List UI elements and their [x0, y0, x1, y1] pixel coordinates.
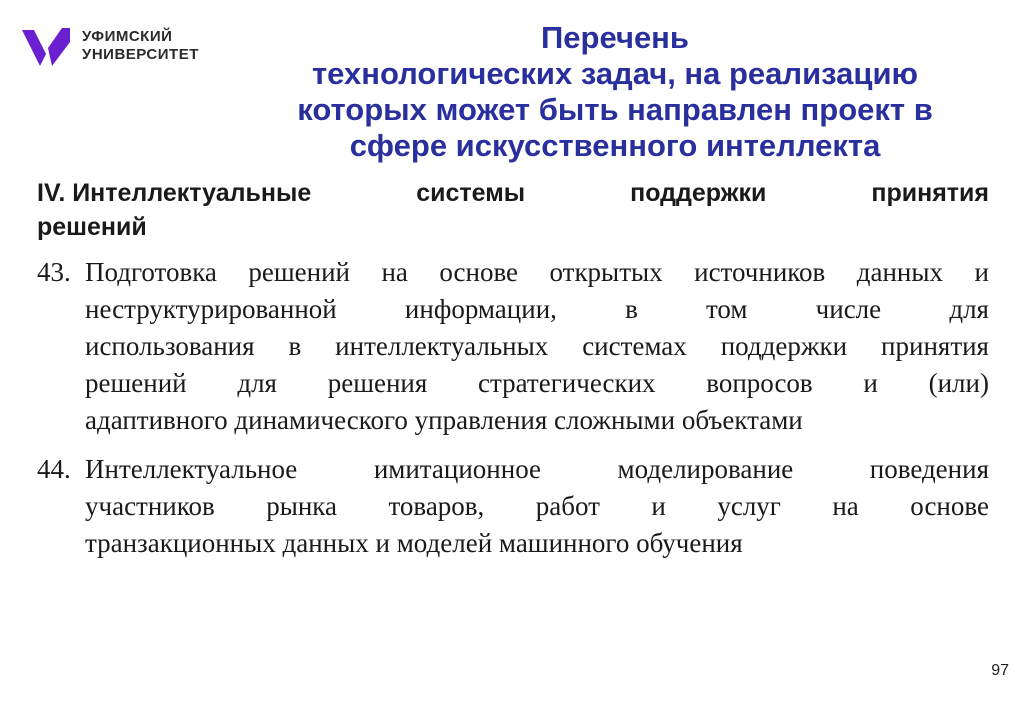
item-word: стратегических: [478, 368, 656, 398]
section-word: системы: [416, 179, 526, 207]
item-line: [85, 328, 989, 365]
item-word: том: [705, 294, 748, 324]
item-word: моделирование: [617, 454, 794, 484]
item-word: работ: [535, 491, 600, 521]
section-word: принятия: [871, 179, 989, 207]
item-list: [37, 254, 989, 562]
logo-line-1: УФИМСКИЙ: [82, 28, 173, 45]
item-word: основе: [910, 491, 989, 521]
item-word: товаров,: [388, 491, 485, 521]
item-word: вопросов: [706, 368, 813, 398]
item-line: [85, 488, 989, 525]
logo-text: [82, 28, 199, 64]
title-line-2: технологических задач, на реализацию: [311, 56, 918, 91]
item-word: решений: [248, 257, 350, 287]
item-word: для: [949, 294, 989, 324]
item-word: и: [974, 257, 989, 287]
item-word: информации,: [404, 294, 557, 324]
item-word: участников: [85, 491, 215, 521]
item-word: основе: [439, 257, 519, 287]
item-last-line: транзакционных данных и моделей машинного обучения: [85, 528, 743, 558]
list-item: [37, 451, 989, 562]
item-line: [85, 365, 989, 402]
item-word: на: [381, 257, 408, 287]
item-word: решений: [85, 368, 187, 398]
item-text: [85, 254, 989, 439]
item-word: числе: [815, 294, 882, 324]
logo-line-2: УНИВЕРСИТЕТ: [82, 46, 199, 63]
item-word: Подготовка: [85, 257, 217, 287]
item-word: Интеллектуальное: [85, 454, 298, 484]
item-line: [85, 254, 989, 291]
title-line-3: которых может быть направлен проект в: [297, 92, 933, 127]
item-word: на: [832, 491, 859, 521]
item-word: услуг: [717, 491, 781, 521]
item-word: использования: [85, 331, 255, 361]
item-line: [85, 291, 989, 328]
section-heading-line-1: [37, 176, 989, 210]
item-word: неструктурированной: [85, 294, 337, 324]
item-word: интеллектуальных: [335, 331, 549, 361]
item-word: системах: [582, 331, 687, 361]
title-line-1: Перечень: [541, 20, 689, 55]
item-word: и: [651, 491, 666, 521]
item-word: открытых: [549, 257, 663, 287]
item-word: поведения: [869, 454, 989, 484]
item-word: в: [625, 294, 638, 324]
item-word: решения: [327, 368, 428, 398]
title-line-4: сфере искусственного интеллекта: [349, 128, 881, 163]
item-word: данных: [856, 257, 944, 287]
list-item: [37, 254, 989, 439]
item-line: [85, 451, 989, 488]
item-word: в: [288, 331, 302, 361]
slide-content: [37, 176, 989, 574]
item-word: для: [237, 368, 277, 398]
section-word: поддержки: [630, 179, 767, 207]
section-word: IV. Интеллектуальные: [37, 179, 312, 207]
item-number: 43.: [37, 257, 71, 287]
item-word: и: [863, 368, 878, 398]
item-word: источников: [694, 257, 826, 287]
item-last-line: адаптивного динамического управления сложными объектами: [85, 405, 803, 435]
item-word: (или): [928, 368, 989, 398]
item-word: поддержки: [720, 331, 848, 361]
section-heading-line-2: решений: [37, 213, 147, 241]
item-number: 44.: [37, 454, 71, 484]
ufa-university-logo-icon: [20, 20, 72, 72]
item-word: принятия: [881, 331, 989, 361]
slide-title: [215, 20, 1015, 164]
item-word: имитационное: [373, 454, 542, 484]
page-number: 97: [991, 662, 1009, 679]
item-text: [85, 451, 989, 562]
section-heading: [37, 176, 989, 244]
university-logo: [20, 20, 199, 72]
item-word: рынка: [266, 491, 338, 521]
